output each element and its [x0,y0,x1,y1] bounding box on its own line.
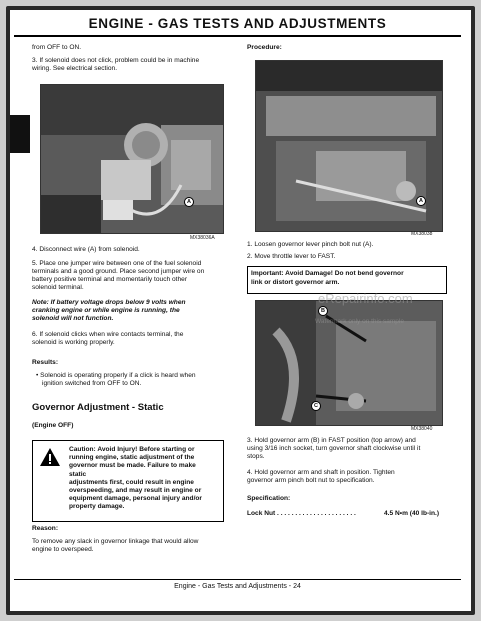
results-line-2: ignition switched from OFF to ON. [42,380,142,387]
step-4-line-1: 4. Hold governor arm and shaft in position. Tighten [247,469,395,476]
callout-b: B [318,306,328,316]
callout-a: A [184,197,194,207]
caution-line-2: running engine, static adjustment of the [69,454,195,462]
photo-2-caption: MX38038 [411,231,433,237]
step-6-line-1: 6. If solenoid clicks when wire contacts terminal, the [32,331,184,338]
step-4-line-2: governor arm pinch bolt nut to specification. [247,477,375,484]
title-rule [14,35,461,37]
note-line-2: cranking engine or while engine is running, the [32,307,180,314]
specification-heading: Specification: [247,495,291,502]
spec-value: 4.5 N•m (40 lb-in.) [384,510,440,517]
solenoid-photo-drawing [41,85,223,233]
reason-line-2: engine to overspeed. [32,546,94,553]
caution-line-3: governor must be made. Failure to make static [69,462,196,478]
step-6-line-2: solenoid is working properly. [32,339,115,346]
step-4: 4. Disconnect wire (A) from solenoid. [32,246,140,253]
step-5-line-4: solenoid terminal. [32,284,84,291]
important-line-1: Important: Avoid Damage! Do not bend governor [251,270,404,277]
governor-lever-drawing [256,61,442,231]
reason-line-1: To remove any slack in governor linkage that would allow [32,538,199,545]
note-line-1: Note: If battery voltage drops below 9 volts when [32,299,186,306]
caution-line-1: Caution: Avoid Injury! Before starting or [69,446,195,453]
section-heading: Governor Adjustment - Static [32,402,164,413]
continued-text: from OFF to ON. [32,44,82,51]
caution-line-6: equipment damage, personal injury and/or [69,495,202,503]
caution-line-5: overspeeding, and may result in engine or [69,487,202,495]
step-5-line-3: battery positive terminal and momentarily touch other [32,276,188,283]
page-title: ENGINE - GAS TESTS AND ADJUSTMENTS [88,16,387,31]
solenoid-photo [40,84,224,234]
caution-line-4: adjustments first, could result in engine [69,478,194,486]
step-3-line-3: stops. [247,453,265,460]
step-2: 2. Move throttle lever to FAST. [247,253,336,260]
step-3-line-1: 3. Hold governor arm (B) in FAST position (top arrow) and [247,437,416,444]
section-tab [10,115,30,153]
spec-label: Lock Nut . . . . . . . . . . . . . . . . . . . . . . [247,510,356,517]
photo-3-caption: MX38040 [411,426,433,432]
reason-heading: Reason: [32,525,59,532]
note-line-3: solenoid will not function. [32,315,114,322]
footer-rule [14,579,461,580]
warning-icon [39,447,61,467]
step-5-line-1: 5. Place one jumper wire between one of the fuel solenoid [32,260,202,267]
watermark-subtitle: Watermark only on this sample [315,318,404,325]
step-1: 1. Loosen governor lever pinch bolt nut (A). [247,241,374,248]
procedure-heading: Procedure: [247,44,282,51]
step-3-line-1: 3. If solenoid does not click, problem could be in machine [32,57,200,64]
callout-c: C [311,401,321,411]
watermark: eRepairinfo.com [318,291,413,306]
results-heading: Results: [32,359,59,366]
callout-a: A [416,196,426,206]
important-box [247,266,447,294]
page-footer: Engine - Gas Tests and Adjustments - 24 [174,583,301,590]
important-line-2: link or distort governor arm. [251,279,340,286]
step-3-line-2: wiring. See electrical section. [32,65,118,72]
caution-box [32,440,224,522]
caution-line-7: property damage. [69,503,125,511]
photo-1-caption: MX38036A [190,235,215,241]
governor-lever-photo [255,60,443,232]
engine-off-label: (Engine OFF) [32,422,74,429]
caution-text [69,446,214,512]
step-5-line-2: terminals and a good ground. Place second jumper wire on [32,268,205,275]
results-line-1: • Solenoid is operating properly if a click is heard when [36,372,196,379]
step-3-line-2: using 3/16 inch socket, turn governor shaft clockwise until it [247,445,421,452]
